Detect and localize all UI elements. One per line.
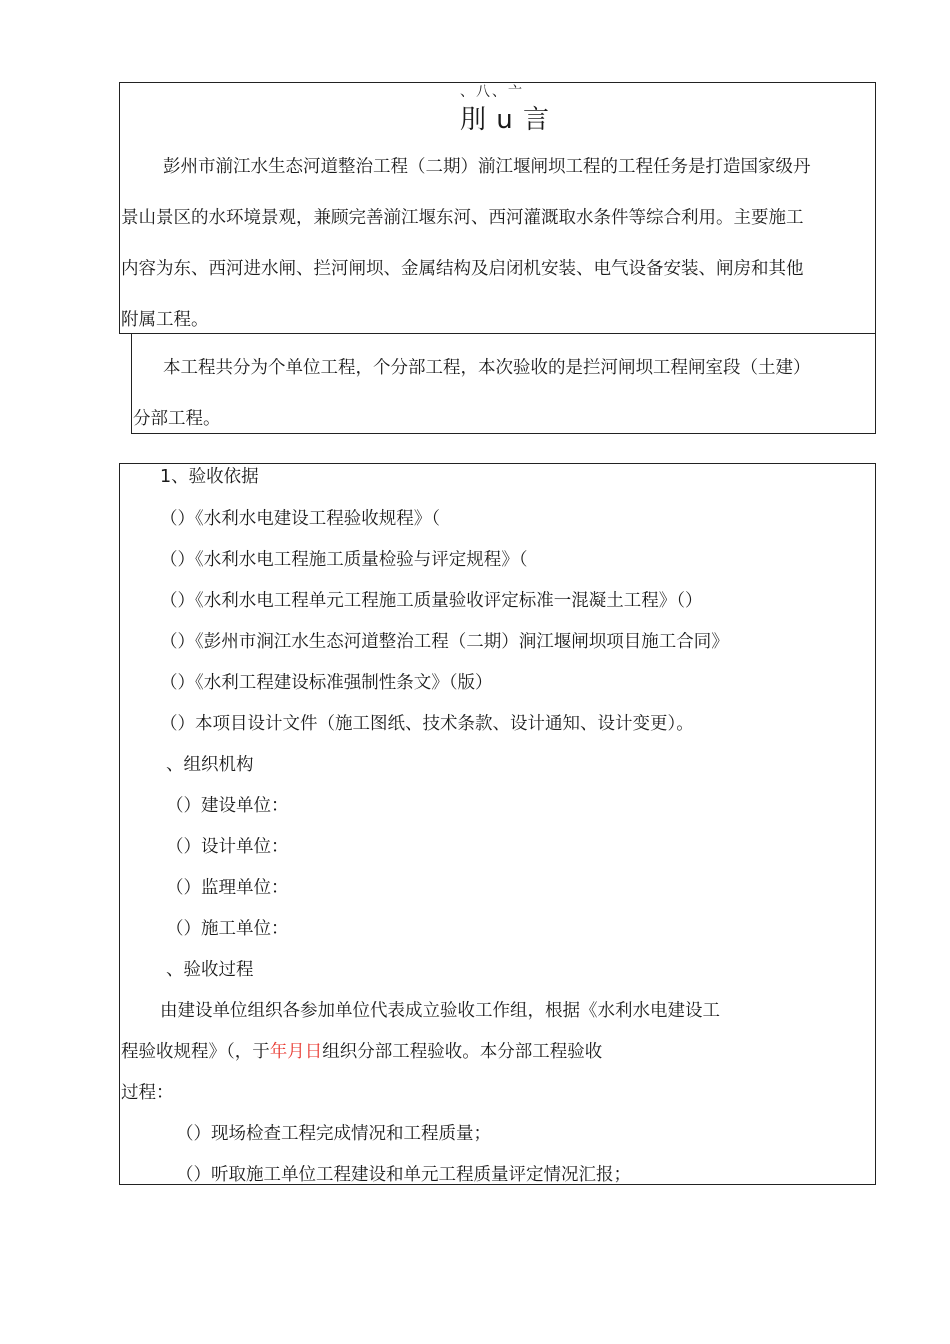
date-placeholder: 年月日 — [269, 1042, 323, 1062]
paragraph-line: 景山景区的水环境景观，兼顾完善湔江堰东河、西河灌溉取水条件等综合利用。主要施工 — [121, 208, 804, 228]
process-item: （）现场检查工程完成情况和工程质量； — [176, 1124, 491, 1144]
process-item: （）听取施工单位工程建设和单元工程质量评定情况汇报； — [176, 1165, 631, 1184]
basis-item: （）《水利水电工程施工质量检验与评定规程》（ — [160, 550, 528, 570]
process-text: 程验收规程》（，于 — [121, 1042, 270, 1062]
acceptance-box — [119, 463, 876, 1185]
basis-item: （）本项目设计文件（施工图纸、技术条款、设计通知、设计变更）。 — [160, 714, 694, 734]
scope-box — [131, 333, 876, 434]
paragraph-line: 附属工程。 — [121, 310, 209, 330]
paragraph-line: 彭州市湔江水生态河道整治工程（二期）湔江堰闸坝工程的工程任务是打造国家级丹 — [163, 157, 811, 177]
basis-item: （）《彭州市涧江水生态河道整治工程（二期）涧江堰闸坝项目施工合同》 — [160, 632, 729, 652]
section-heading-basis — [160, 466, 259, 488]
section-heading-process: 、验收过程 — [166, 960, 254, 980]
section-number: 1 — [160, 467, 172, 487]
section-heading-org: 、组织机构 — [166, 755, 254, 775]
process-line: 由建设单位组织各参加单位代表成立验收工作组，根据《水利水电建设工 — [160, 1001, 720, 1021]
org-item: （）建设单位： — [166, 796, 289, 816]
basis-item: （）《水利水电工程单元工程施工质量验收评定标准一混凝土工程》（） — [160, 591, 703, 611]
paragraph-line: 内容为东、西河进水闸、拦河闸坝、金属结构及启闭机安装、电气设备安装、闸房和其他 — [121, 259, 804, 279]
section-heading-text: 、验收依据 — [171, 467, 259, 487]
org-item: （）施工单位： — [166, 919, 289, 939]
process-text: 组织分部工程验收。本分部工程验收 — [322, 1042, 603, 1062]
title-fragment: 、八、亠 — [460, 84, 524, 100]
paragraph-line: 分部工程。 — [133, 409, 221, 429]
paragraph-line: 本工程共分为个单位工程，个分部工程，本次验收的是拦河闸坝工程闸室段（土建） — [163, 358, 811, 378]
process-line: 过程： — [121, 1083, 174, 1103]
org-item: （）设计单位： — [166, 837, 289, 857]
org-item: （）监理单位： — [166, 878, 289, 898]
basis-item: （）《水利工程建设标准强制性条文》（版） — [160, 673, 493, 693]
page-title: 刖 u 言 — [460, 105, 551, 135]
process-line — [121, 1041, 602, 1063]
basis-item: （）《水利水电建设工程验收规程》（ — [160, 509, 440, 529]
